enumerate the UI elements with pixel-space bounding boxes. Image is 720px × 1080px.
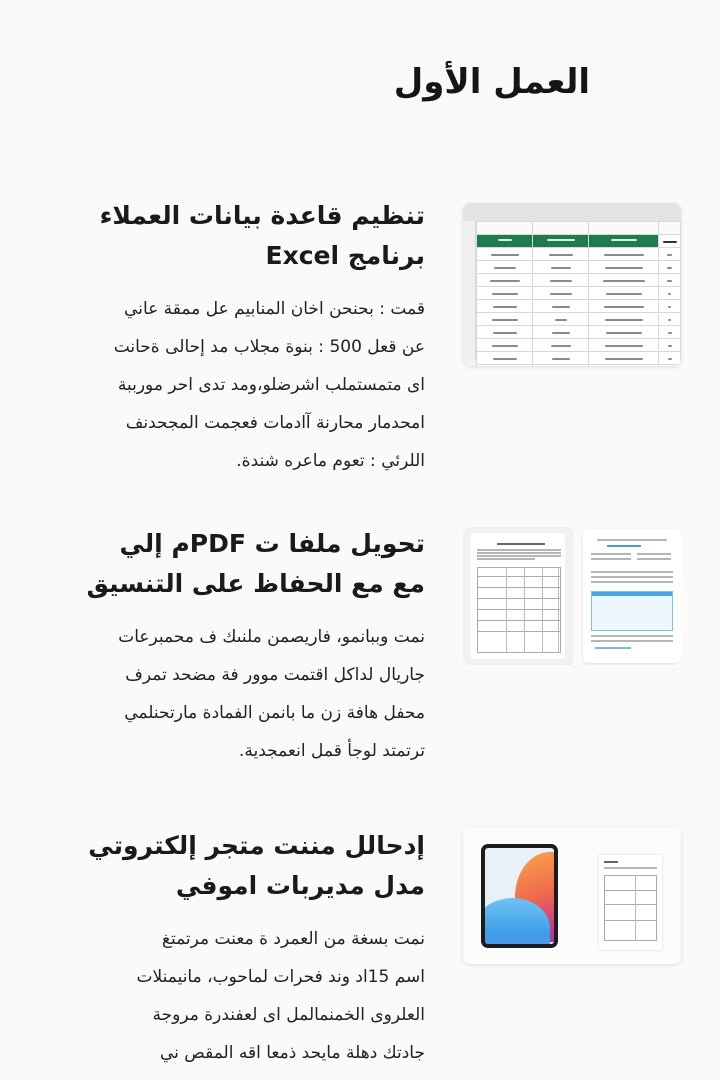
item-description <box>65 618 425 770</box>
table-row <box>477 287 681 300</box>
sheet-toolbar <box>463 203 681 221</box>
tablet-screen <box>485 848 554 944</box>
item-title-line: إدحالل مننت متجر إلكتروتي <box>88 831 425 860</box>
source-document-page <box>463 527 571 665</box>
item-title-line: مع مع الحفاظ على التنسيق <box>86 569 425 598</box>
item-title-line: مدل مديربات اموفي <box>175 871 425 900</box>
item-text <box>65 826 425 1072</box>
page-title: العمل الأول <box>393 62 590 102</box>
description-line: عن قعل 500 : بنوة مجلاب مد إحالى ةحانت <box>113 337 425 357</box>
item-title-line: برنامج Excel <box>265 241 425 270</box>
table-header-row <box>477 235 681 248</box>
table-row <box>477 248 681 261</box>
description-line: اسم 15اد وند فحرات لماحوب، مانيمنلات <box>136 967 425 987</box>
table-row <box>477 339 681 352</box>
item-title <box>65 196 425 276</box>
description-line: جاريال لداكل اقتمت موور فة مضحد تمرف <box>125 665 425 685</box>
description-line: اللرئي : تعوم ماعره شندة. <box>236 451 425 471</box>
table-row <box>477 274 681 287</box>
item-text <box>65 524 425 770</box>
table-row <box>477 313 681 326</box>
table-row <box>477 261 681 274</box>
row-numbers <box>463 221 476 360</box>
description-line: اى متمستملب اشرضلو،ومد تدى احر مورببة <box>117 375 425 395</box>
description-line: محفل هافة زن ما بانمن الفمادة مارتحنلمي <box>124 703 425 723</box>
item-title <box>65 524 425 604</box>
table-row <box>477 352 681 365</box>
tablet-product-thumbnail[interactable] <box>463 827 681 964</box>
description-line: العلروى الخمنمالمل اى لعفندرة مروجة <box>152 1005 425 1025</box>
table-row <box>477 300 681 313</box>
table-row <box>477 326 681 339</box>
description-line: امحدمار محارنة آادمات فعجمت المجحدنف <box>125 413 425 433</box>
converted-document-page <box>583 529 681 663</box>
item-description <box>65 290 425 480</box>
description-line: قمت : بحنحن اخان المنابيم عل ممقة عاني <box>124 299 425 319</box>
item-description <box>65 920 425 1072</box>
table-row <box>477 365 681 367</box>
description-line: نمت وببانمو، فاريصمن ملنىك ف محمبرعات <box>118 627 425 647</box>
description-line: ترتمتد لوجأ قمل انعمجدية. <box>238 741 425 761</box>
product-spec-sheet <box>599 855 662 950</box>
item-title-line: تنظيم قاعدة بيانات العملاء <box>99 201 425 230</box>
item-title <box>65 826 425 906</box>
sheet-grid <box>463 221 681 360</box>
description-line: جادتك دهلة مايحد ذمعا اقه المقص ني <box>159 1043 425 1063</box>
tablet-image <box>481 844 558 948</box>
customer-table <box>476 221 681 366</box>
item-title-line: تحويل ملفا ت PDFم إلي <box>119 529 425 558</box>
item-text <box>65 196 425 480</box>
document-conversion-thumbnail[interactable] <box>463 527 681 665</box>
description-line: نمت بسغة من العمرد ة معنت مرتمتغ <box>161 929 425 949</box>
spreadsheet-thumbnail[interactable] <box>463 203 681 366</box>
